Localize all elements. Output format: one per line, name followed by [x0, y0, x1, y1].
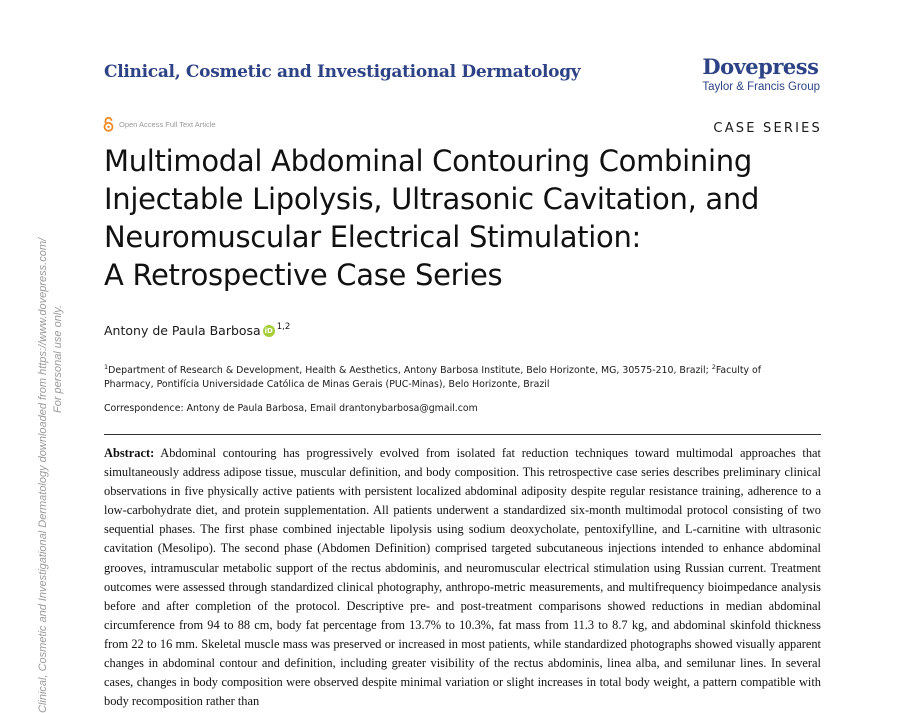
open-access-icon	[103, 117, 114, 132]
affiliation-1: Department of Research & Development, Health & Aesthetics, Antony Barbosa Institute, Belo Horizonte, MG, 30575-210, Brazil;	[108, 365, 712, 377]
affiliation-number: 2	[711, 363, 716, 371]
open-access-label	[103, 117, 216, 132]
article-title	[104, 142, 824, 294]
correspondence: Correspondence: Antony de Paula Barbosa, Email drantonybarbosa@gmail.com	[104, 403, 478, 414]
publisher-logo[interactable]	[702, 54, 820, 94]
author-line	[104, 323, 290, 338]
title-line: Multimodal Abdominal Contouring Combining	[104, 144, 752, 178]
orcid-icon[interactable]: iD	[264, 326, 273, 335]
article-type: CASE SERIES	[713, 121, 822, 136]
watermark-line-1: Clinical, Cosmetic and Investigational Dermatology downloaded from https://www.dovepress.com/	[37, 237, 49, 713]
journal-name[interactable]: Clinical, Cosmetic and Investigational Dermatology	[104, 62, 581, 82]
affiliation-number: 1	[104, 363, 109, 371]
abstract-label: Abstract:	[104, 446, 155, 460]
author-name: Antony de Paula Barbosa	[104, 323, 261, 338]
title-line: Neuromuscular Electrical Stimulation:	[104, 220, 641, 254]
title-line: Injectable Lipolysis, Ultrasonic Cavitation, and	[104, 182, 760, 216]
abstract	[104, 444, 821, 711]
author-affiliation-numbers: 1,2	[276, 321, 291, 332]
watermark-line-2: For personal use only.	[52, 304, 64, 413]
abstract-text: Abdominal contouring has progressively evolved from isolated fat reduction techniques toward multimodal approaches that simultaneously address adipose tissue, muscular definition, and body composition. This retrospective case series describes preliminary clinical observations in five physically active patients with persistent localized abdominal adiposity despite regular resistance training, adherence to a low-carbohydrate diet, and protein supplementation. All patients underwent a standardized six-month multimodal protocol consisting of two sequential phases. The first phase combined injectable lipolysis using sodium deoxycholate, pentoxifylline, and L-carnitine with ultrasonic cavitation (Mesolipo). The second phase (Abdomen Definition) comprised targeted subcutaneous injections intended to enhance abdominal grooves, intramuscular metabolic support of the rectus abdominis, and neuromuscular electrical stimulation using Russian current. Treatment outcomes were assessed through standardized clinical photography, anthropo-metric measurements, and multifrequency bioimpedance analysis before and after completion of the protocol. Descriptive pre- and post-treatment comparisons showed reductions in median abdominal circumference from 94 to 88 cm, body fat percentage from 13.7% to 10.3%, fat mass from 11.3 to 8.7 kg, and abdominal skinfold thickness from 22 to 16 mm. Skeletal muscle mass was preserved or increased in most patients, while standardized photographs showed visually apparent changes in abdominal contour and definition, including greater visibility of the rectus abdominis, linea alba, and semilunar lines. In several cases, changes in body composition were observed despite minimal variation or slight increases in total body weight, a pattern compatible with body recomposition rather than	[104, 446, 821, 709]
open-access-text: Open Access Full Text Article	[119, 120, 216, 129]
affiliations	[104, 360, 804, 392]
download-watermark	[0, 0, 64, 713]
publisher-group: Taylor & Francis Group	[702, 81, 820, 93]
affiliation-2: Faculty of Pharmacy, Pontifícia Universidade Católica de Minas Gerais (PUC-Minas), Belo Horizonte, Brazil	[104, 365, 762, 391]
title-line: A Retrospective Case Series	[104, 258, 503, 292]
publisher-name: Dovepress	[702, 54, 819, 79]
divider	[104, 434, 821, 435]
